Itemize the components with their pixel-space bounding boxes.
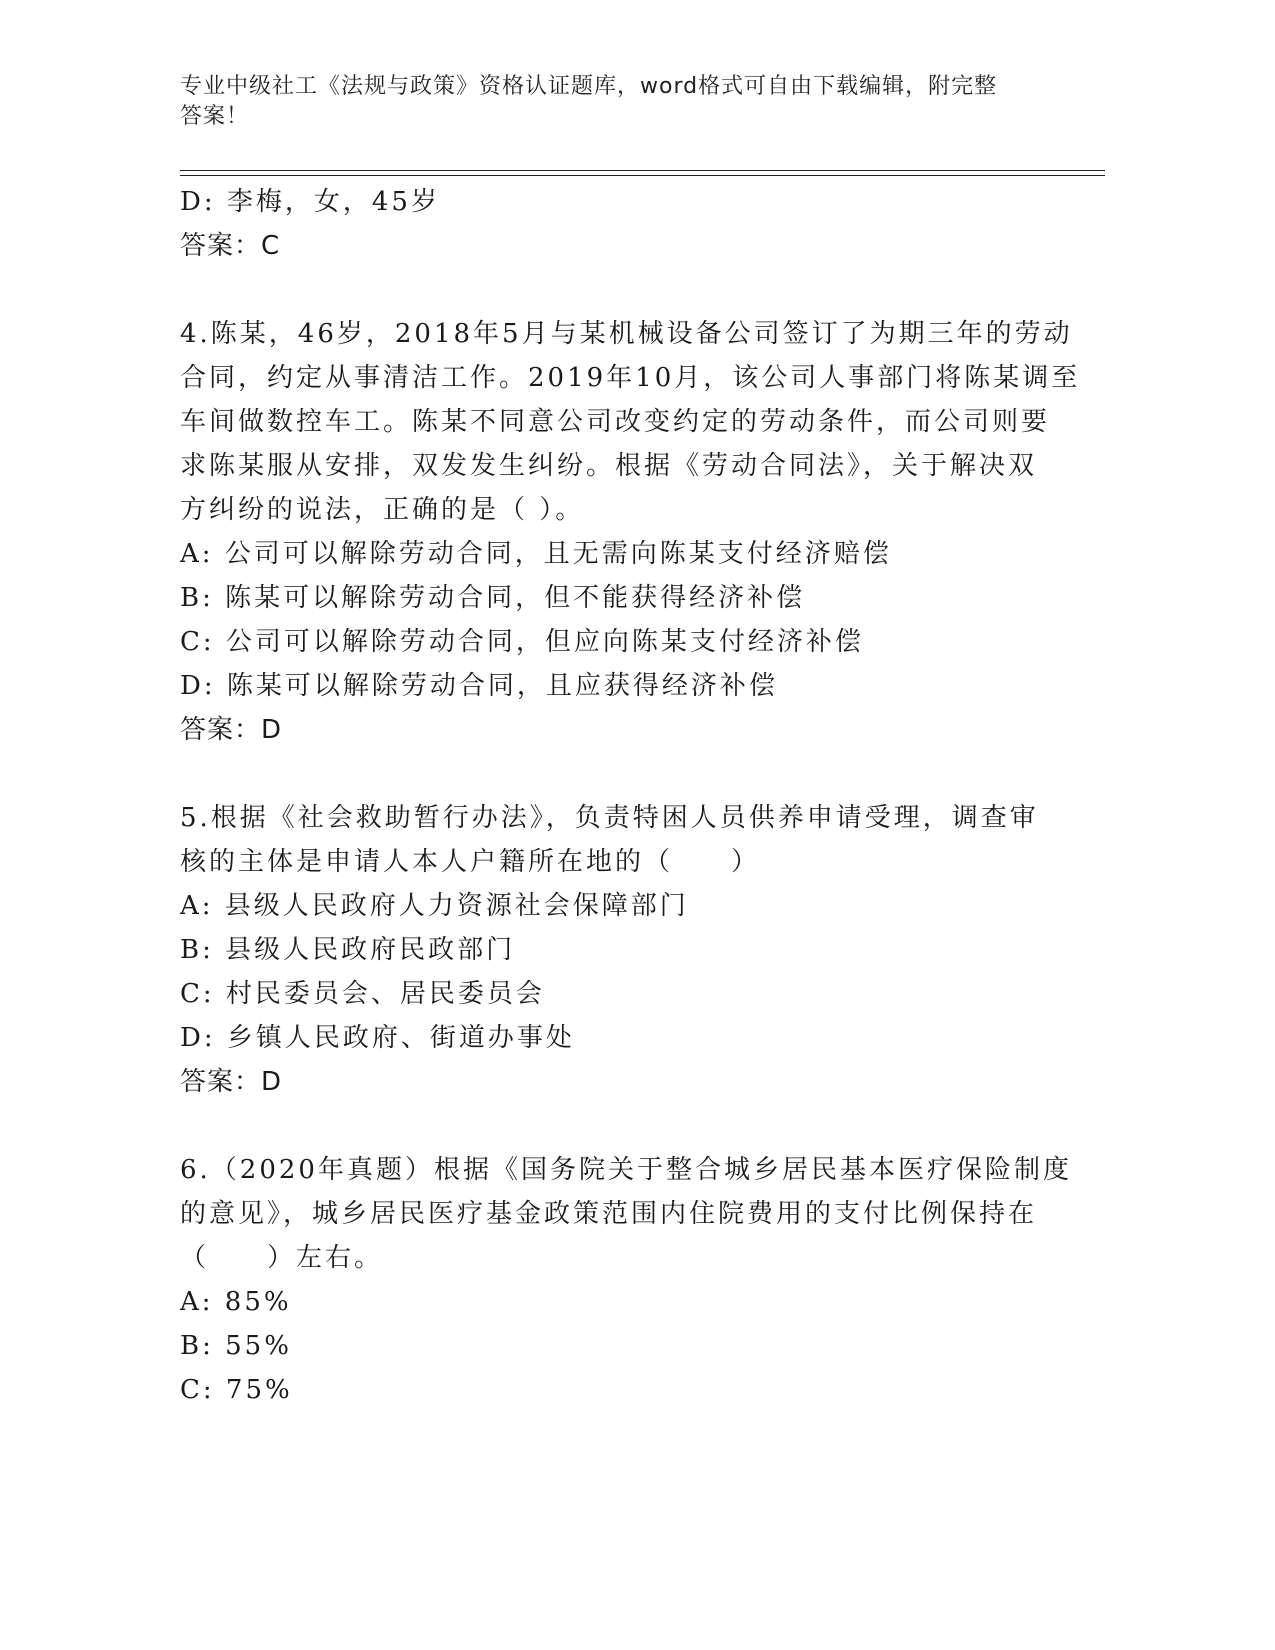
option-a: A: 县级人民政府人力资源社会保障部门 (180, 891, 689, 921)
option-b: B: 55% (180, 1331, 292, 1361)
option-b: B: 县级人民政府民政部门 (180, 935, 516, 965)
question-stem-line: 的意见》，城乡居民医疗基金政策范围内住院费用的支付比例保持在 (180, 1199, 1038, 1229)
header-divider-top (180, 170, 1105, 171)
header-line-1: 专业中级社工《法规与政策》资格认证题库，word格式可自由下载编辑，附完整 (180, 74, 998, 99)
header-line-2: 答案！ (180, 104, 250, 129)
document-header (180, 72, 1030, 132)
header-divider-bottom (180, 175, 1105, 176)
question-6 (180, 1148, 1072, 1412)
question-stem-line: 方纠纷的说法，正确的是（ ）。 (180, 495, 585, 525)
option-c: C: 75% (180, 1375, 293, 1405)
prev-question-answer: 答案：C (180, 231, 281, 261)
question-stem-line: 合同，约定从事清洁工作。2019年10月，该公司人事部门将陈某调至 (180, 363, 1081, 393)
question-stem-line: 求陈某服从安排，双发发生纠纷。根据《劳动合同法》，关于解决双 (180, 451, 1038, 481)
option-c: C: 村民委员会、居民委员会 (180, 979, 545, 1009)
question-stem-line: （ ）左右。 (180, 1243, 384, 1273)
question-stem-line: 4.陈某，46岁，2018年5月与某机械设备公司签订了为期三年的劳动 (180, 319, 1073, 349)
option-c: C: 公司可以解除劳动合同，但应向陈某支付经济补偿 (180, 627, 864, 657)
answer: 答案：D (180, 715, 283, 745)
question-list (180, 180, 1081, 1412)
question-stem-line: 车间做数控车工。陈某不同意公司改变约定的劳动条件，而公司则要 (180, 407, 1051, 437)
option-d: D: 陈某可以解除劳动合同，且应获得经济补偿 (180, 671, 778, 701)
option-a: A: 公司可以解除劳动合同，且无需向陈某支付经济赔偿 (180, 539, 892, 569)
question-stem-line: 5.根据《社会救助暂行办法》，负责特困人员供养申请受理，调查审 (180, 803, 1039, 833)
question-stem-line: 6.（2020年真题）根据《国务院关于整合城乡居民基本医疗保险制度 (180, 1155, 1072, 1185)
option-b: B: 陈某可以解除劳动合同，但不能获得经济补偿 (180, 583, 806, 613)
question-5 (180, 796, 1060, 1104)
question-4 (180, 312, 1081, 752)
question-stem-line: 核的主体是申请人本人户籍所在地的（ ） (180, 847, 761, 877)
answer: 答案：D (180, 1067, 283, 1097)
prev-question-option-d: D: 李梅，女，45岁 (180, 187, 440, 217)
option-a: A: 85% (180, 1287, 292, 1317)
option-d: D: 乡镇人民政府、街道办事处 (180, 1023, 575, 1053)
